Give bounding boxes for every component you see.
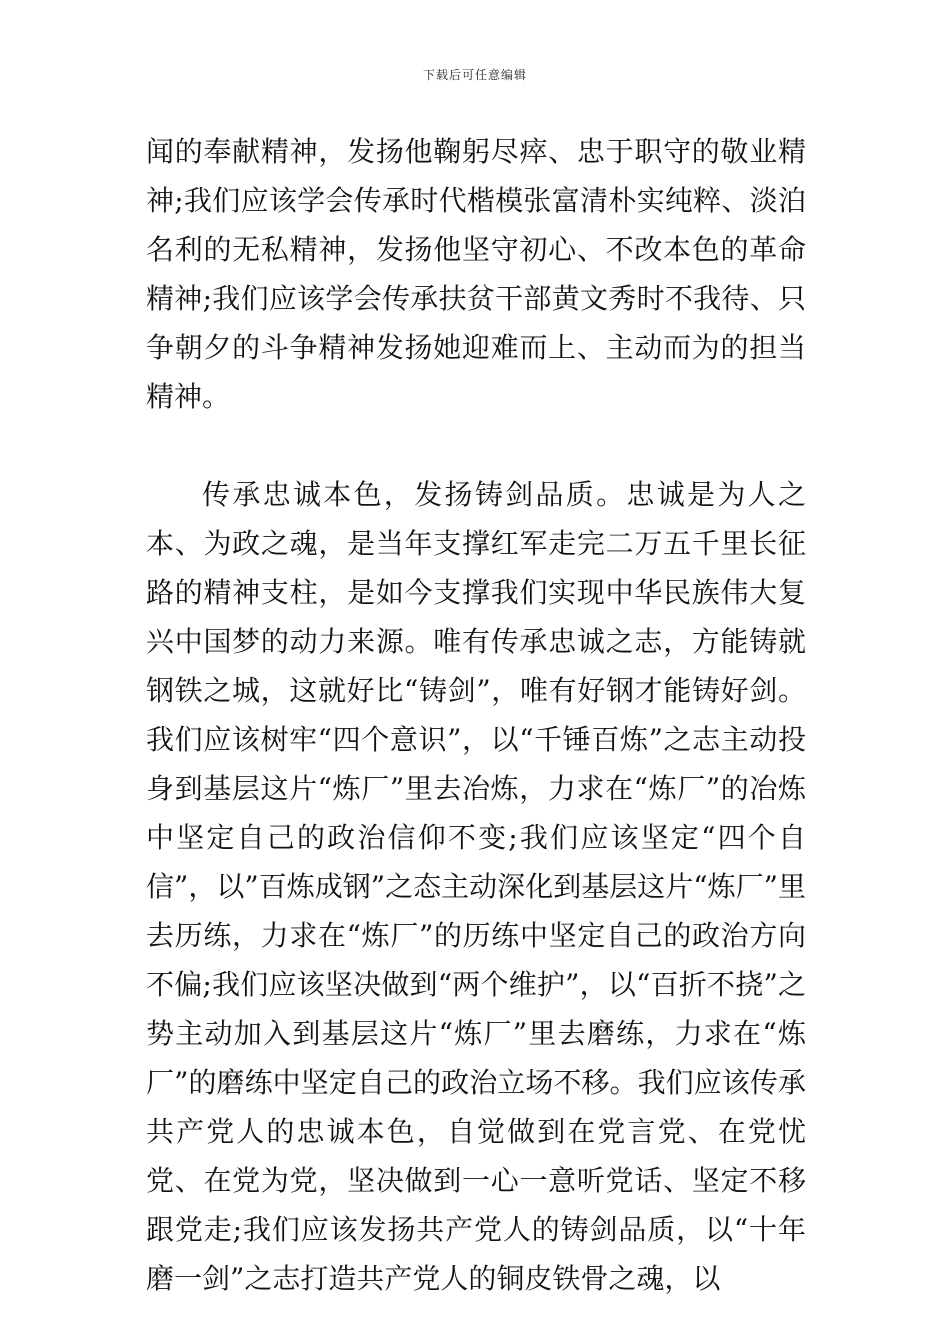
document-body — [146, 127, 806, 1303]
header-note: 下载后可任意编辑 — [422, 68, 527, 82]
paragraph-loyalty: 传承忠诚本色，发扬铸剑品质。忠诚是为人之本、为政之魂，是当年支撑红军走完二万五千里长征路的精神支柱，是如今支撑我们实现中华民族伟大复兴中国梦的动力来源。唯有传承忠诚之志，方能铸就钢铁之城，这就好比“铸剑”，唯有好钢才能铸好剑。我们应该树牢“四个意识”，以“千锤百炼”之志主动投身到基层这片“炼厂”里去冶炼，力求在“炼厂”的冶炼中坚定自己的政治信仰不变;我们应该坚定“四个自信”，以”百炼成钢”之态主动深化到基层这片“炼厂”里去历练，力求在“炼厂”的历练中坚定自己的政治方向不偏;我们应该坚决做到“两个维护”，以“百折不挠”之势主动加入到基层这片“炼厂”里去磨练，力求在“炼厂”的磨练中坚定自己的政治立场不移。我们应该传承共产党人的忠诚本色，自觉做到在党言党、在党忧党、在党为党，坚决做到一心一意听党话、坚定不移跟党走;我们应该发扬共产党人的铸剑品质，以“十年磨一剑”之志打造共产党人的铜皮铁骨之魂，以 — [146, 478, 806, 1295]
paragraph-continued: 闻的奉献精神，发扬他鞠躬尽瘁、忠于职守的敬业精神;我们应该学会传承时代楷模张富清朴实纯粹、淡泊名利的无私精神，发扬他坚守初心、不改本色的革命精神;我们应该学会传承扶贫干部黄文秀时不我待、只争朝夕的斗争精神发扬她迎难而上、主动而为的担当精神。 — [146, 135, 806, 413]
